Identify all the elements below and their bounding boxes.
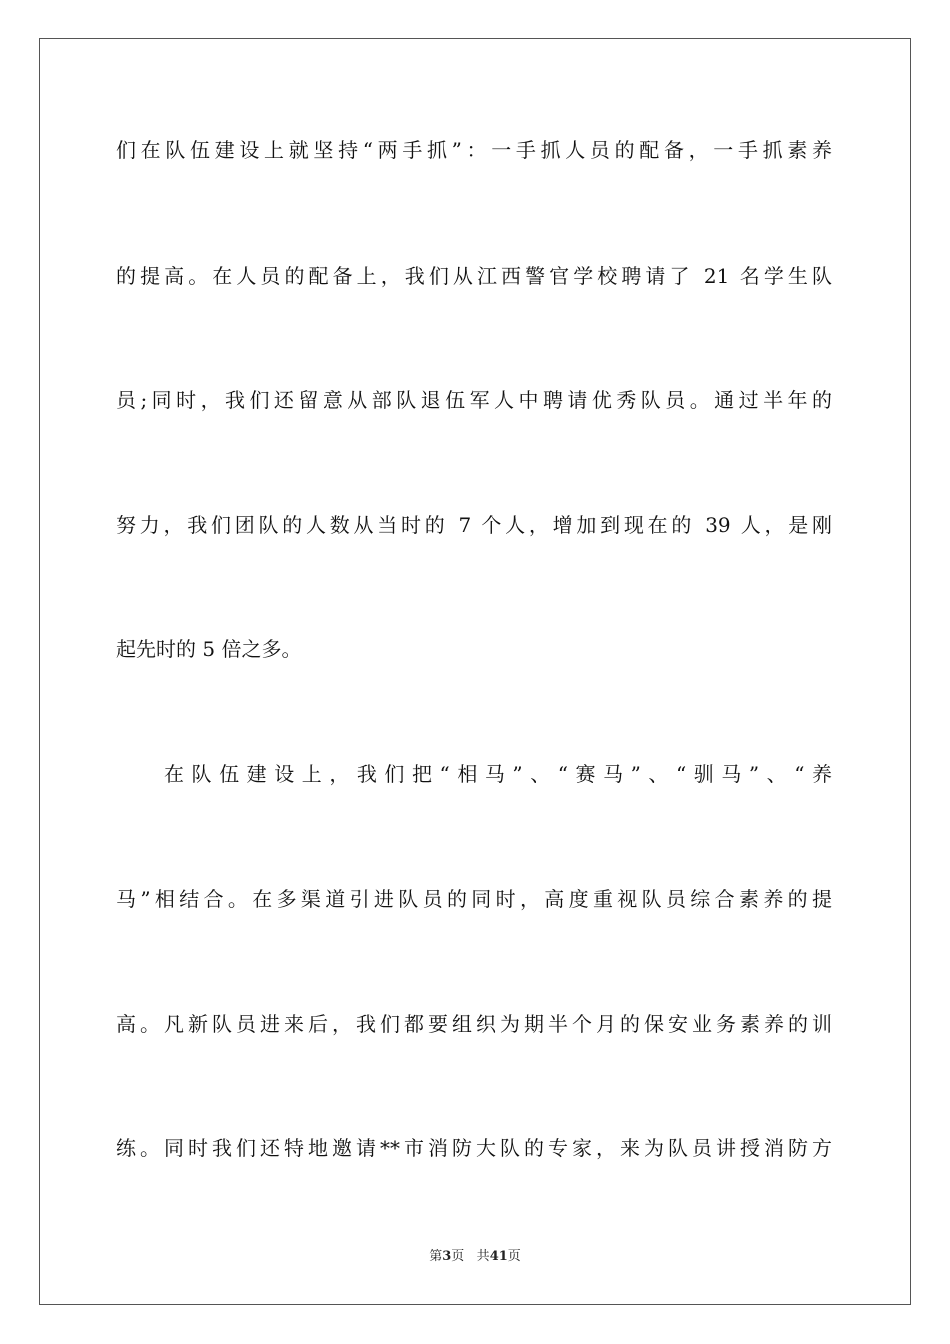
footer-total-suffix: 页	[507, 1249, 521, 1264]
body-text-line-2: 的提高。在人员的配备上，我们从江西警官学校聘请了 21 名学生队	[116, 264, 832, 288]
body-text-line-9: 练。同时我们还特地邀请**市消防大队的专家，来为队员讲授消防方	[116, 1136, 832, 1160]
body-text-line-6: 在队伍建设上，我们把“相马”、“赛马”、“驯马”、“养	[164, 762, 832, 786]
footer-page-suffix: 页	[451, 1249, 465, 1264]
body-text-line-4: 努力，我们团队的人数从当时的 7 个人，增加到现在的 39 人，是刚	[116, 513, 832, 537]
body-text-line-7: 马”相结合。在多渠道引进队员的同时，高度重视队员综合素养的提	[116, 887, 832, 911]
page-border	[39, 38, 911, 1305]
page-footer	[0, 1248, 950, 1266]
footer-total-pages: 41	[489, 1249, 508, 1264]
body-text-line-3: 员;同时，我们还留意从部队退伍军人中聘请优秀队员。通过半年的	[116, 388, 832, 412]
body-text-line-8: 高。凡新队员进来后，我们都要组织为期半个月的保安业务素养的训	[116, 1012, 832, 1036]
body-text-line-5: 起先时的 5 倍之多。	[116, 637, 302, 661]
body-text-line-1: 们在队伍建设上就坚持“两手抓”：一手抓人员的配备，一手抓素养	[116, 138, 832, 162]
footer-page-number: 3	[442, 1249, 452, 1264]
footer-total-prefix: 共	[476, 1249, 490, 1264]
footer-page-prefix: 第	[429, 1249, 443, 1264]
